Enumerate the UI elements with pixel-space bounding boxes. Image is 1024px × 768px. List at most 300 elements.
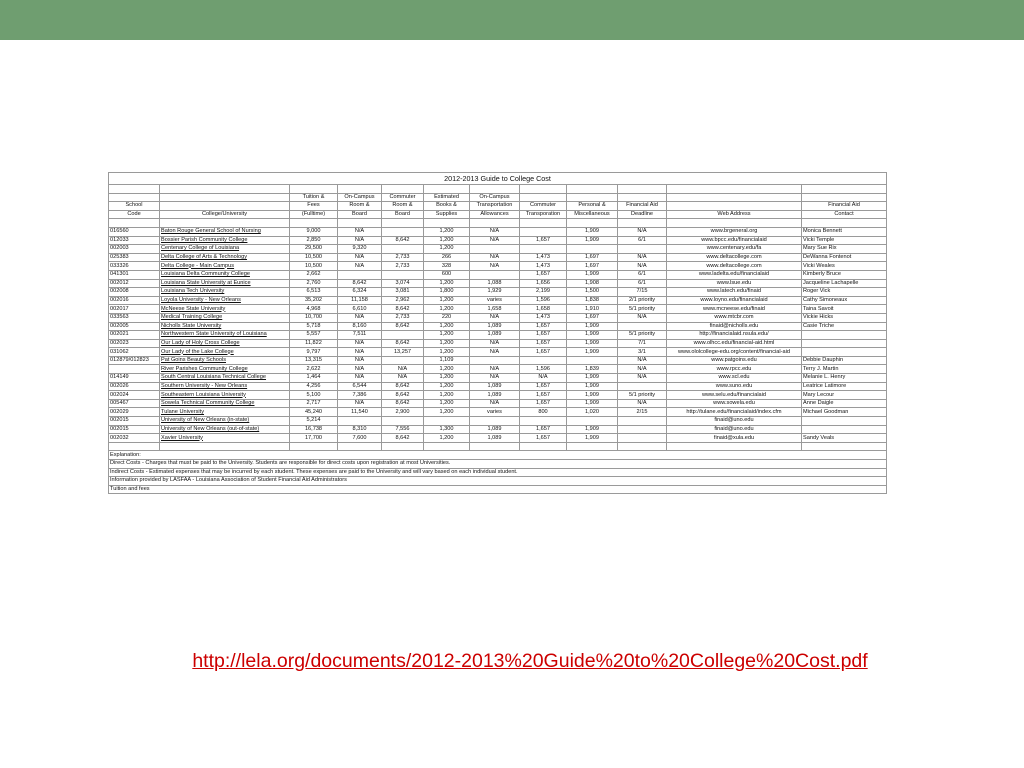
cell [109,193,160,202]
cell: Loyola University - New Orleans [160,296,290,305]
cell: Deadline [618,210,667,219]
cell: 13,257 [382,348,424,357]
cell: Commuter [520,202,567,211]
cell: 17,700 [290,434,338,443]
table-row [109,391,887,400]
cell: 016560 [109,227,160,236]
cell: 2/15 [618,408,667,417]
cell: www.sowela.edu [667,399,802,408]
table-row [109,339,887,348]
table-row [109,227,887,236]
cell: www.deltacollege.com [667,253,802,262]
cell: 8,310 [338,425,382,434]
cell: 2,733 [382,262,424,271]
cell: 45,240 [290,408,338,417]
cell [520,245,567,254]
cell [470,417,520,426]
cell: www.suno.edu [667,382,802,391]
cell: 1,473 [520,262,567,271]
cell: www.deltacollege.com [667,262,802,271]
cell: 11,540 [338,408,382,417]
cell: 11,158 [338,296,382,305]
cell: finaid@uno.edu [667,417,802,426]
cell: On-Campus [470,193,520,202]
explanation-row [109,451,887,460]
cell: South Central Louisiana Technical College [160,374,290,383]
cell: 1,200 [424,245,470,254]
table-row [109,270,887,279]
table-row [109,322,887,331]
cell: finaid@nicholls.edu [667,322,802,331]
cell: 1,657 [520,339,567,348]
cell [382,331,424,340]
cell: Michael Goodman [802,408,887,417]
cell: 13,315 [290,356,338,365]
cell: 002012 [109,279,160,288]
cell: 2,962 [382,296,424,305]
cell: 002029 [109,408,160,417]
cell: N/A [470,374,520,383]
cell [382,270,424,279]
cell: DeWanna Fontenot [802,253,887,262]
cell: Louisiana Tech University [160,288,290,297]
cell: N/A [618,313,667,322]
cell: 1,909 [567,425,618,434]
header-row [109,210,887,219]
cell: Room & [338,202,382,211]
cell [618,417,667,426]
cell: 1,910 [567,305,618,314]
cell: Bossier Parish Community College [160,236,290,245]
cell: N/A [520,374,567,383]
cell: Financial Aid [802,202,887,211]
cell: varies [470,408,520,417]
cell: 1,909 [567,270,618,279]
cell: 1,200 [424,236,470,245]
cell: N/A [338,399,382,408]
cell: 031062 [109,348,160,357]
cell: 1,909 [567,374,618,383]
cell: Personal & [567,202,618,211]
cell: N/A [470,262,520,271]
cell: 7,511 [338,331,382,340]
cell: 8,642 [382,236,424,245]
cell: Baton Rouge General School of Nursing [160,227,290,236]
cell: N/A [382,374,424,383]
spacer-row [109,185,887,194]
cell: 1,200 [424,365,470,374]
cell: N/A [618,262,667,271]
cell: Financial Aid [618,202,667,211]
cell: 328 [424,262,470,271]
cell: 2,622 [290,365,338,374]
cell: 8,642 [382,305,424,314]
cell: 033563 [109,313,160,322]
cell: www.scl.edu [667,374,802,383]
cell: 1,657 [520,434,567,443]
cell: 9,797 [290,348,338,357]
cell: N/A [338,356,382,365]
cell: N/A [470,236,520,245]
cell: www.mtcbr.com [667,313,802,322]
cell: 5,100 [290,391,338,400]
cell: Xavier University [160,434,290,443]
cell: 600 [424,270,470,279]
cell: Louisiana State University at Eunice [160,279,290,288]
cell: 2,733 [382,253,424,262]
cell: N/A [470,348,520,357]
cell: 6/1 [618,236,667,245]
cell: Miscellaneous [567,210,618,219]
cell: Transportation [470,202,520,211]
cell: 4,256 [290,382,338,391]
cell: N/A [338,365,382,374]
cell: 1,200 [424,279,470,288]
cell: Web Address [667,210,802,219]
cell: 1,020 [567,408,618,417]
cell: Estimated [424,193,470,202]
header-row [109,202,887,211]
cell: 1,658 [520,305,567,314]
cell [520,227,567,236]
cell: Nicholls State University [160,322,290,331]
cell: 012879/012823 [109,356,160,365]
cell: 1,657 [520,331,567,340]
cell: School [109,202,160,211]
table-row [109,279,887,288]
table-row [109,262,887,271]
cell: 1,909 [567,322,618,331]
cell: www.bpcc.edu/financialaid [667,236,802,245]
cell: N/A [470,339,520,348]
cell: 1,657 [520,270,567,279]
cell: 1,596 [520,365,567,374]
cell [470,356,520,365]
cell: Code [109,210,160,219]
cell: Sandy Veals [802,434,887,443]
table-row [109,253,887,262]
explanation-row [109,468,887,477]
cell: 2/1 priority [618,296,667,305]
cell: Roger Vick [802,288,887,297]
cell: Debbie Dauphin [802,356,887,365]
cell: N/A [338,253,382,262]
table-row [109,425,887,434]
cell: 5,557 [290,331,338,340]
cell: Our Lady of Holy Cross College [160,339,290,348]
cell: N/A [338,313,382,322]
cell: 1,089 [470,391,520,400]
cell: Board [382,210,424,219]
cell: 002016 [109,296,160,305]
cell: 1,657 [520,348,567,357]
cell: N/A [338,262,382,271]
cell: N/A [470,227,520,236]
cell: N/A [618,227,667,236]
cell: www.mcneese.edu/finaid [667,305,802,314]
cell: 1,909 [567,399,618,408]
cell: 8,642 [382,322,424,331]
cell: 1,089 [470,322,520,331]
cell [382,417,424,426]
cell: 041301 [109,270,160,279]
cell: 002026 [109,382,160,391]
cell: 1,838 [567,296,618,305]
cell: 1,697 [567,262,618,271]
cell [618,322,667,331]
cell: 1,089 [470,331,520,340]
cell: River Parishes Community College [160,365,290,374]
cell: 6,544 [338,382,382,391]
cell: www.ololcollege-edu.org/content/financial-aid [667,348,802,357]
cell: 1,909 [567,434,618,443]
cell: Kimberly Bruce [802,270,887,279]
cell: 002015 [109,417,160,426]
cell: 7,386 [338,391,382,400]
cell: 1,088 [470,279,520,288]
cell: N/A [470,253,520,262]
cell: 1,200 [424,339,470,348]
cell: N/A [470,399,520,408]
cell: 8,642 [382,399,424,408]
cell: Tuition & [290,193,338,202]
cell: 8,642 [338,279,382,288]
cell: 012033 [109,236,160,245]
cell: Supplies [424,210,470,219]
cell: 6,513 [290,288,338,297]
cell: 7/15 [618,288,667,297]
cell [618,382,667,391]
cell: 002015 [109,425,160,434]
cell: 1,657 [520,236,567,245]
cell: 7,600 [338,434,382,443]
cell [338,417,382,426]
cell: 1,909 [567,339,618,348]
cell: 1,200 [424,382,470,391]
cell: 6/1 [618,279,667,288]
cell: www.brgeneral.org [667,227,802,236]
cell: 014149 [109,374,160,383]
cell [109,365,160,374]
cell: http://financialaid.nsula.edu/ [667,331,802,340]
cell: 1,657 [520,382,567,391]
college-cost-spreadsheet [108,172,886,560]
cell: 1,089 [470,425,520,434]
cell: www.centenary.edu/fa [667,245,802,254]
cell: 1,464 [290,374,338,383]
cell: 8,642 [382,391,424,400]
spacer-row [109,442,887,451]
table-row [109,331,887,340]
cell: 1,656 [520,279,567,288]
cell: 5,718 [290,322,338,331]
cell: N/A [338,374,382,383]
cell: Vickie Hicks [802,313,887,322]
cell: www.olhcc.edu/financial-aid.html [667,339,802,348]
cell [802,331,887,340]
header-row [109,193,887,202]
cell: University of New Orleans (in-state) [160,417,290,426]
cell [567,193,618,202]
cell: 1,657 [520,399,567,408]
cell: 1,200 [424,434,470,443]
cell: 3,081 [382,288,424,297]
cell: N/A [338,348,382,357]
spacer-row [109,219,887,228]
cell: 2,760 [290,279,338,288]
cell: 005467 [109,399,160,408]
cell [382,356,424,365]
cell: Terry J. Martin [802,365,887,374]
cell [802,339,887,348]
cell: 266 [424,253,470,262]
cell: 1,929 [470,288,520,297]
cell: N/A [338,339,382,348]
sheet-title: 2012-2013 Guide to College Cost [109,173,887,185]
cell: www.ladelta.edu/financialaid [667,270,802,279]
cell: N/A [470,313,520,322]
cell: Monica Bennett [802,227,887,236]
explanation-text: Direct Costs - Charges that must be paid to the University. Students are responsible for direct costs upon registration at most Universities. [109,460,887,469]
cell: 2,717 [290,399,338,408]
cell: 1,657 [520,425,567,434]
explanation-text: Information provided by LASFAA - Louisiana Association of Student Financial Aid Administrators [109,477,887,486]
cell [667,193,802,202]
cell: Vicki Weales [802,262,887,271]
cell: 5/1 priority [618,331,667,340]
explanation-text: Explanation: [109,451,887,460]
cell: 1,200 [424,399,470,408]
cell [520,193,567,202]
cell [470,245,520,254]
cell: Leatrice Latimore [802,382,887,391]
cell: 2,662 [290,270,338,279]
cell: 1,200 [424,296,470,305]
cell: Northwestern State University of Louisiana [160,331,290,340]
explanation-row [109,460,887,469]
cell: Southeastern Louisiana University [160,391,290,400]
cell: 1,473 [520,313,567,322]
cell: 8,160 [338,322,382,331]
cell: 1,909 [567,391,618,400]
cell: finaid@uno.edu [667,425,802,434]
cell: 1,109 [424,356,470,365]
cell [618,434,667,443]
cell: Delta College - Main Campus [160,262,290,271]
cell: Board [338,210,382,219]
cell: www.lsue.edu [667,279,802,288]
source-link[interactable]: http://lela.org/documents/2012-2013%20Guide%20to%20College%20Cost.pdf [192,650,868,672]
table-row [109,245,887,254]
cell: Melanie L. Henry [802,374,887,383]
title-row [109,173,887,185]
cell: N/A [470,365,520,374]
cell: 8,642 [382,339,424,348]
cell: 10,700 [290,313,338,322]
cell: 1,200 [424,391,470,400]
cell: N/A [618,253,667,262]
cell: 1,200 [424,322,470,331]
cell: varies [470,296,520,305]
cell [520,356,567,365]
cell: 11,822 [290,339,338,348]
cell: 800 [520,408,567,417]
cell [567,417,618,426]
cell: 3,074 [382,279,424,288]
cell: finaid@xula.edu [667,434,802,443]
cell [160,202,290,211]
cell: 1,697 [567,253,618,262]
cell: 5,214 [290,417,338,426]
cell: 9,000 [290,227,338,236]
cell: McNeese State University [160,305,290,314]
cell: 1,089 [470,382,520,391]
cell: 1,657 [520,391,567,400]
cell: 7/1 [618,339,667,348]
cell: 10,500 [290,262,338,271]
table-row [109,374,887,383]
table-row [109,313,887,322]
explanation-row [109,477,887,486]
explanation-text: Tuition and fees [109,485,887,494]
cell: 4,968 [290,305,338,314]
cell: Mary Lecour [802,391,887,400]
cell: 002023 [109,339,160,348]
cell: 002021 [109,331,160,340]
cell: 002003 [109,245,160,254]
cell: www.loyno.edu/financialaid [667,296,802,305]
cell: 220 [424,313,470,322]
cell: 1,200 [424,348,470,357]
cell [567,356,618,365]
cell: Cathy Simoneaux [802,296,887,305]
cell: 6/1 [618,270,667,279]
cell [802,425,887,434]
cell: 002017 [109,305,160,314]
cell: http://tulane.edu/financialaid/index.cfm [667,408,802,417]
cell [618,193,667,202]
cell: 5/1 priority [618,391,667,400]
cell: www.latech.edu/finaid [667,288,802,297]
cell: 3/1 [618,348,667,357]
explanation-text: Indirect Costs - Estimated expenses that may be incurred by each student. These expenses are paid to the University and will vary based on each individual student. [109,468,887,477]
cell: 1,839 [567,365,618,374]
cell: N/A [618,374,667,383]
cell: 1,200 [424,227,470,236]
cell: N/A [338,227,382,236]
cell: 1,800 [424,288,470,297]
cell: Sowela Technical Community College [160,399,290,408]
cell: 2,199 [520,288,567,297]
cell: Centenary College of Louisiana [160,245,290,254]
cell: Transporation [520,210,567,219]
cell: 1,909 [567,348,618,357]
cell [802,417,887,426]
table-row [109,236,887,245]
cell: 1,300 [424,425,470,434]
cell [382,227,424,236]
cell: 2,850 [290,236,338,245]
header-bar [0,0,1024,40]
table-row [109,288,887,297]
cell: Fees [290,202,338,211]
cell: Room & [382,202,424,211]
cell: 1,909 [567,331,618,340]
table-row [109,296,887,305]
cell: 2,900 [382,408,424,417]
cell: 29,500 [290,245,338,254]
explanation-row [109,485,887,494]
